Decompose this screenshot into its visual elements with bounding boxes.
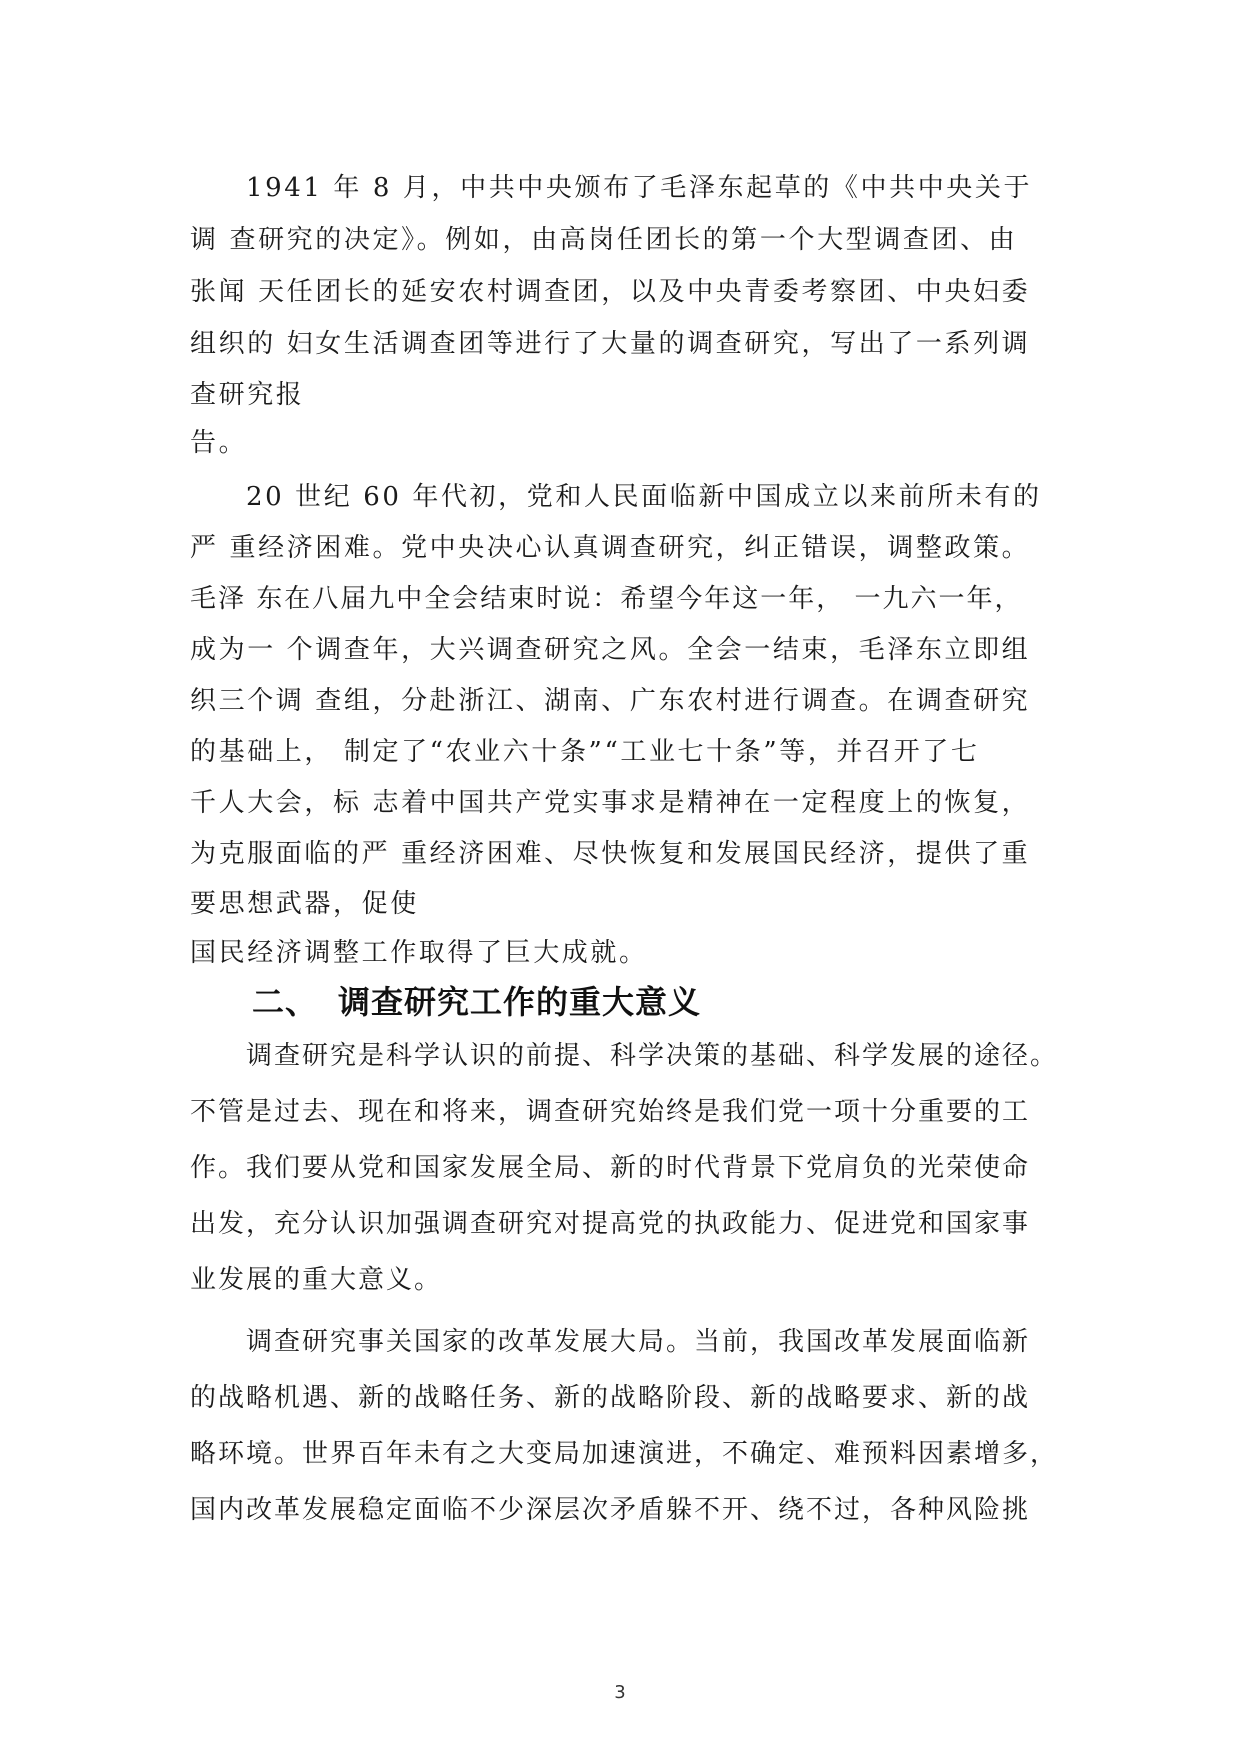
paragraph-line: 查研究报 [190,380,305,410]
paragraph-line: 出发，充分认识加强调查研究对提高党的执政能力、促进党和国家事 [190,1209,1031,1239]
paragraph-line: 成为一 个调查年，大兴调查研究之风。全会一结束，毛泽东立即组 [190,635,1031,665]
section-title: 调查研究工作的重大意义 [338,983,702,1021]
paragraph-line: 略环境。世界百年未有之大变局加速演进，不确定、难预料因素增多， [190,1439,1059,1469]
paragraph-line: 为克服面临的严 重经济困难、尽快恢复和发展国民经济，提供了重 [190,839,1031,869]
paragraph-line: 1941 年 8 月，中共中央颁布了毛泽东起草的《中共中央关于 [246,173,1033,203]
paragraph-line: 织三个调 查组，分赴浙江、湖南、广东农村进行调查。在调查研究 [190,686,1031,716]
paragraph-line: 毛泽 东在八届九中全会结束时说：希望今年这一年， 一九六一年， [190,584,1023,614]
paragraph-line: 调 查研究的决定》。例如，由高岗任团长的第一个大型调查团、由 [190,225,1018,255]
paragraph-line: 告。 [190,428,248,458]
paragraph-line: 组织的 妇女生活调查团等进行了大量的调查研究，写出了一系列调 [190,329,1031,359]
paragraph-line: 国民经济调整工作取得了巨大成就。 [190,938,648,968]
page-number: 3 [614,1682,626,1703]
paragraph-line: 千人大会，标 志着中国共产党实事求是精神在一定程度上的恢复， [190,788,1031,818]
paragraph-line: 作。我们要从党和国家发展全局、新的时代背景下党肩负的光荣使命 [190,1153,1031,1183]
paragraph-line: 严 重经济困难。党中央决心认真调查研究，纠正错误，调整政策。 [190,533,1031,563]
paragraph-line: 不管是过去、现在和将来，调查研究始终是我们党一项十分重要的工 [190,1097,1031,1127]
section-heading [252,980,701,1024]
paragraph-line: 要思想武器，促使 [190,889,419,919]
section-number: 二、 [252,983,319,1021]
paragraph-line: 20 世纪 60 年代初，党和人民面临新中国成立以来前所未有的 [246,482,1042,512]
paragraph-line: 张闻 天任团长的延安农村调查团，以及中央青委考察团、中央妇委 [190,277,1031,307]
paragraph-line: 国内改革发展稳定面临不少深层次矛盾躲不开、绕不过，各种风险挑 [190,1495,1031,1525]
paragraph-line: 调查研究事关国家的改革发展大局。当前，我国改革发展面临新 [246,1327,1031,1357]
paragraph-line: 的战略机遇、新的战略任务、新的战略阶段、新的战略要求、新的战 [190,1383,1031,1413]
paragraph-line: 业发展的重大意义。 [190,1265,443,1295]
paragraph-line: 的基础上， 制定了“农业六十条”“工业七十条”等，并召开了七 [190,737,980,767]
paragraph-line: 调查研究是科学认识的前提、科学决策的基础、科学发展的途径。 [246,1041,1059,1071]
